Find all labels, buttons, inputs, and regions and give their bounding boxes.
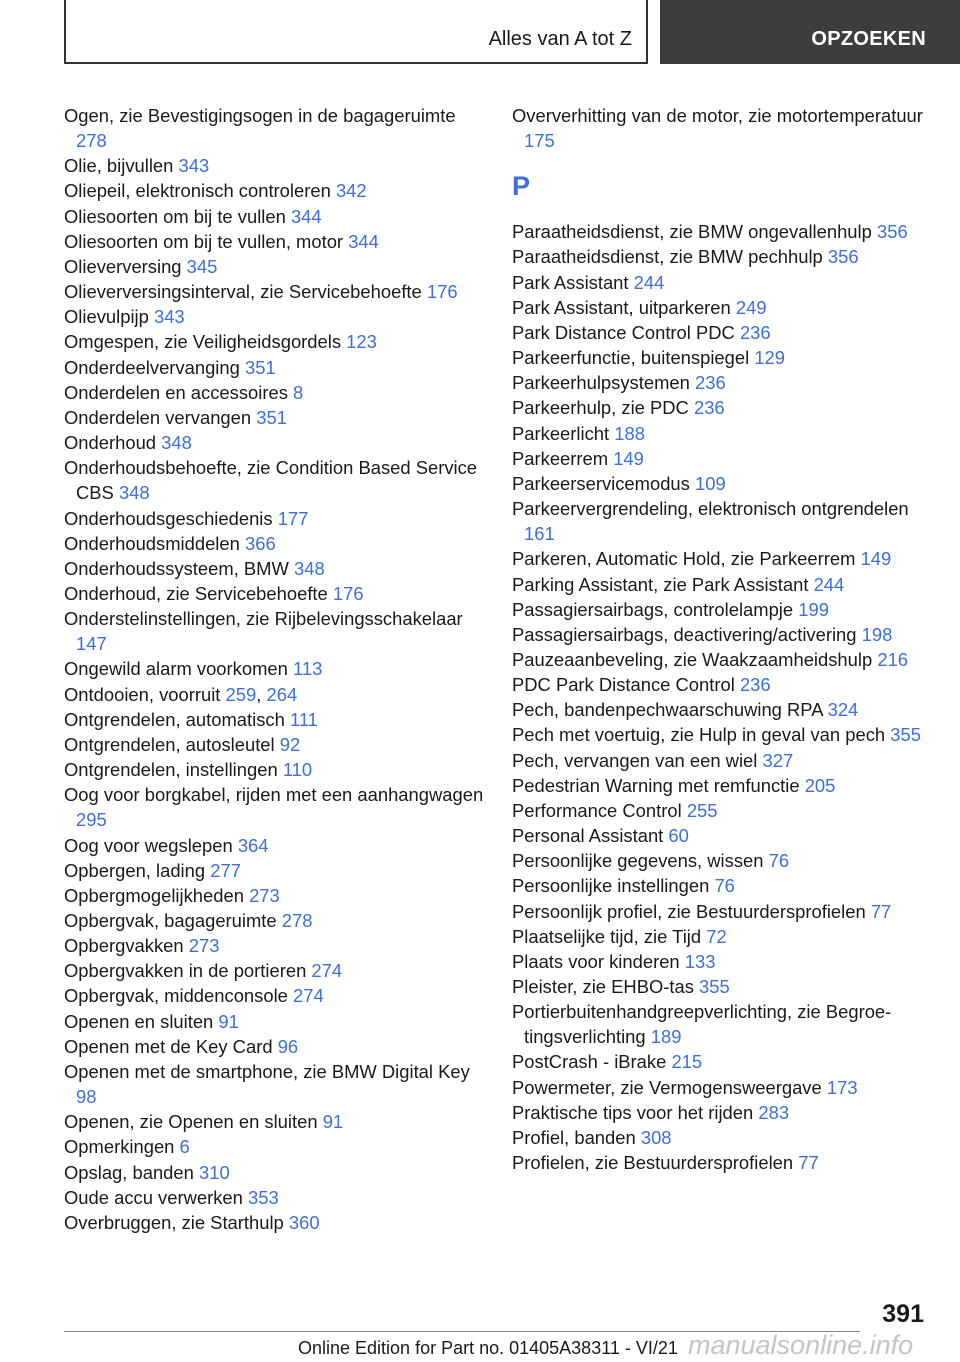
page-reference-link[interactable]: 149 — [860, 548, 892, 570]
index-term: Praktische tips voor het rijden — [512, 1101, 754, 1123]
index-entry — [512, 103, 932, 153]
index-term: Ogen, zie Bevestigingsogen in de bagageruimte — [64, 105, 456, 126]
page-reference-link[interactable]: 345 — [186, 255, 218, 277]
index-term: Pleister, zie EHBO-tas — [512, 976, 694, 997]
index-entry — [64, 933, 484, 958]
index-term: Profielen, zie Bestuurdersprofielen — [512, 1152, 794, 1174]
index-term: Persoonlijke instellingen — [512, 875, 710, 897]
page-reference-link[interactable]: 355 — [699, 976, 730, 997]
index-term: Profiel, banden — [512, 1126, 636, 1148]
index-entry — [512, 1125, 932, 1150]
index-term: Onderdelen en accessoires — [64, 381, 288, 403]
page-reference-link[interactable]: 161 — [524, 523, 555, 545]
index-entry — [64, 153, 484, 178]
index-entry — [512, 270, 932, 295]
page-reference-link[interactable]: 198 — [861, 623, 893, 645]
index-entry — [512, 722, 932, 747]
index-entry — [64, 405, 484, 430]
index-term: Oog voor borgkabel, rijden met een aanhangwagen — [64, 784, 484, 806]
index-term: Parkeervergrendeling, elektronisch ontgrendelen — [512, 498, 909, 520]
index-term: Parking Assistant, zie Park Assistant — [512, 573, 809, 595]
page-reference-link[interactable]: 216 — [877, 648, 909, 670]
index-entry — [64, 455, 484, 505]
page-reference-link[interactable]: 348 — [293, 557, 325, 579]
page-reference-link[interactable]: 98 — [76, 1086, 97, 1108]
index-term: Parkeerrem — [512, 447, 609, 469]
page-reference-link[interactable]: 109 — [694, 472, 726, 494]
index-entry — [64, 329, 484, 354]
index-entry — [512, 647, 932, 672]
index-term: Onderdelen vervangen — [64, 406, 252, 428]
index-term: PostCrash - iBrake — [512, 1051, 667, 1073]
index-entry — [64, 958, 484, 983]
page-reference-link[interactable]: 364 — [237, 834, 269, 856]
index-entry — [64, 757, 484, 782]
index-term: Oog voor wegslepen — [64, 834, 233, 856]
index-term: Paraatheidsdienst, zie BMW pechhulp — [512, 246, 823, 268]
index-term: Olieverversing — [64, 255, 182, 277]
index-term: Pech met voertuig, zie Hulp in geval van pech — [512, 724, 886, 746]
page-reference-link[interactable]: 342 — [335, 180, 367, 202]
index-entry — [512, 873, 932, 898]
page-reference-link[interactable]: 351 — [244, 356, 276, 378]
page-reference-link[interactable]: 278 — [281, 910, 313, 931]
index-entry — [64, 1160, 484, 1185]
index-term: Ontgrendelen, automatisch — [64, 708, 285, 730]
page-reference-link[interactable]: 278 — [76, 130, 107, 152]
index-term: Onderhoudsgeschiedenis — [64, 507, 273, 529]
index-term: Opbergvakken — [64, 935, 184, 957]
index-term: Onderhoudsbehoefte, zie Condition Based Service CBS — [64, 457, 478, 504]
page-reference-link[interactable]: 77 — [870, 900, 892, 922]
index-term: Parkeerfunctie, buitenspiegel — [512, 347, 750, 369]
index-term: PDC Park Distance Control — [512, 674, 735, 696]
index-entry — [512, 421, 932, 446]
index-term: Olie, bijvullen — [64, 155, 174, 177]
index-term: Opbergvak, middenconsole — [64, 985, 288, 1007]
index-entry — [512, 320, 932, 345]
index-entry — [512, 697, 932, 722]
index-entry — [512, 244, 932, 269]
index-entry — [64, 279, 484, 304]
index-term: Parkeerhulp, zie PDC — [512, 397, 689, 419]
index-term: Pedestrian Warning met remfunctie — [512, 774, 800, 796]
page-reference-link[interactable]: 96 — [277, 1035, 299, 1057]
index-term: Oververhitting van de motor, zie motortemperatuur — [512, 105, 923, 126]
page-reference-link[interactable]: 353 — [248, 1186, 279, 1208]
index-term: Olieverversingsinterval, zie Servicebehoefte — [64, 281, 422, 303]
index-entry — [512, 949, 932, 974]
index-term: Oliepeil, elektronisch controleren — [64, 180, 331, 202]
index-entry — [64, 103, 484, 153]
index-entry — [64, 1009, 484, 1034]
index-entry — [64, 1134, 484, 1159]
page-reference-link[interactable]: 8 — [293, 381, 304, 403]
index-entry — [64, 304, 484, 329]
index-entry — [64, 833, 484, 858]
index-term: Oliesoorten om bij te vullen, motor — [64, 230, 344, 252]
index-entry — [512, 999, 932, 1049]
index-entry — [512, 219, 932, 244]
page-reference-link[interactable]: 295 — [76, 809, 107, 831]
index-term: Park Assistant — [512, 271, 629, 293]
index-entry — [64, 506, 484, 531]
index-entry — [64, 178, 484, 203]
page-reference-link[interactable]: 133 — [684, 950, 716, 972]
index-entry — [512, 974, 932, 999]
index-term: Plaats voor kinderen — [512, 950, 680, 972]
index-entry — [64, 355, 484, 380]
search-tab[interactable] — [660, 0, 960, 64]
page-reference-link[interactable]: 175 — [524, 130, 555, 152]
index-letter-heading: P — [512, 171, 531, 202]
page-reference-link[interactable]: 91 — [218, 1010, 239, 1032]
index-entry — [512, 848, 932, 873]
index-term: Omgespen, zie Veiligheidsgordels — [64, 331, 342, 353]
page-reference-link[interactable]: 60 — [668, 825, 689, 847]
index-entry — [512, 748, 932, 773]
index-entry — [64, 531, 484, 556]
page-reference-link[interactable]: 176 — [426, 281, 458, 303]
index-entry — [64, 1210, 484, 1235]
page-reference-link[interactable]: 355 — [890, 724, 921, 746]
page-reference-link[interactable]: 72 — [706, 925, 727, 947]
index-entry — [512, 597, 932, 622]
page-reference-link[interactable]: 356 — [876, 221, 908, 243]
index-entry — [512, 823, 932, 848]
index-column-left — [64, 103, 484, 1235]
page-reference-link[interactable]: 259 — [225, 683, 257, 705]
page-reference-link[interactable]: 348 — [118, 482, 150, 504]
index-term: Pech, vervangen van een wiel — [512, 749, 758, 771]
index-entry — [512, 899, 932, 924]
index-term: Olievulpijp — [64, 306, 149, 328]
page-reference-link[interactable]: 205 — [804, 774, 836, 796]
index-term: Personal Assistant — [512, 825, 664, 847]
index-entry — [512, 1150, 932, 1175]
footer-edition: Online Edition for Part no. 01405A38311 - VI/21 — [298, 1338, 678, 1358]
index-term: Opbergvak, bagageruimte — [64, 910, 277, 931]
page-reference-link[interactable]: 366 — [244, 532, 276, 554]
index-entry — [64, 732, 484, 757]
index-term: Ongewild alarm voorkomen — [64, 658, 288, 680]
index-term: Ontdooien, voorruit — [64, 683, 221, 705]
index-entry — [64, 229, 484, 254]
index-entry — [64, 430, 484, 455]
index-entry — [64, 204, 484, 229]
index-term: Pech, bandenpechwaarschuwing RPA — [512, 699, 823, 721]
page-reference-link[interactable]: 244 — [633, 271, 665, 293]
index-term: Powermeter, zie Vermogensweergave — [512, 1076, 822, 1098]
index-term: Parkeerservicemodus — [512, 472, 690, 494]
page-reference-link[interactable]: 92 — [279, 733, 301, 755]
index-entry — [64, 581, 484, 606]
page-reference-link[interactable]: 356 — [827, 246, 859, 268]
index-entry — [64, 1034, 484, 1059]
index-term: Paraatheidsdienst, zie BMW ongevallenhulp — [512, 221, 872, 243]
index-term: Openen en sluiten — [64, 1010, 214, 1032]
page-reference-link[interactable]: 147 — [76, 633, 107, 655]
index-entry — [512, 546, 932, 571]
page-reference-link[interactable]: 249 — [735, 296, 767, 318]
page-reference-link[interactable]: 308 — [640, 1126, 672, 1148]
page-reference-link[interactable]: 77 — [798, 1152, 819, 1174]
page-reference-link[interactable]: 274 — [311, 960, 343, 982]
page-reference-link[interactable]: 215 — [671, 1051, 703, 1073]
index-term: Onderhoudssysteem, BMW — [64, 557, 289, 579]
page-reference-link[interactable]: 236 — [739, 321, 771, 343]
index-entry — [512, 345, 932, 370]
page-reference-link[interactable]: 274 — [293, 985, 324, 1007]
index-term: Onderdeelvervanging — [64, 356, 240, 378]
index-entry — [64, 707, 484, 732]
index-entry — [512, 471, 932, 496]
index-pre-entries — [512, 103, 932, 153]
index-term: Oliesoorten om bij te vullen — [64, 205, 286, 227]
index-term: Onderhoudsmiddelen — [64, 532, 240, 554]
page-reference-link[interactable]: 110 — [282, 759, 313, 781]
index-term: Parkeren, Automatic Hold, zie Parkeerrem — [512, 548, 856, 570]
index-entry — [64, 380, 484, 405]
page-reference-link[interactable]: 76 — [714, 875, 735, 897]
index-entry — [512, 798, 932, 823]
index-term: Ontgrendelen, autosleutel — [64, 733, 275, 755]
page-reference-link[interactable]: 123 — [346, 331, 377, 353]
index-term: Overbruggen, zie Starthulp — [64, 1211, 284, 1233]
index-term: Plaatselijke tijd, zie Tijd — [512, 925, 702, 947]
index-entry — [64, 1059, 484, 1109]
index-entry — [512, 572, 932, 597]
index-term: Opbergvakken in de portieren — [64, 960, 307, 982]
page-reference-link[interactable]: 344 — [348, 230, 379, 252]
page-reference-link[interactable]: 188 — [614, 422, 645, 444]
page-reference-link[interactable]: 129 — [754, 347, 785, 369]
index-entry — [512, 672, 932, 697]
index-term: Onderhoud — [64, 432, 157, 454]
index-entry — [512, 1100, 932, 1125]
index-entry — [64, 983, 484, 1008]
index-term: Onderstelinstellingen, zie Rijbelevingsschakelaar — [64, 608, 463, 630]
search-tab-label: OPZOEKEN — [811, 28, 926, 50]
page-reference-link[interactable]: 236 — [695, 372, 726, 394]
page-reference-link[interactable]: 113 — [292, 658, 323, 680]
index-term: Persoonlijk profiel, zie Bestuurdersprofielen — [512, 900, 866, 922]
page-reference-link[interactable]: 273 — [188, 935, 220, 957]
index-term: Ontgrendelen, instellingen — [64, 759, 278, 781]
index-term: Persoonlijke gegevens, wissen — [512, 850, 764, 872]
header-frame — [64, 0, 648, 64]
index-term: Parkeerhulpsystemen — [512, 372, 690, 394]
index-entries-p — [512, 219, 932, 1175]
index-term: Openen met de smartphone, zie BMW Digital Key — [64, 1060, 470, 1082]
page-reference-link[interactable]: 324 — [827, 699, 859, 721]
index-entry — [512, 622, 932, 647]
index-entry — [64, 908, 484, 933]
index-term: Openen met de Key Card — [64, 1035, 273, 1057]
index-term: Opmerkingen — [64, 1136, 175, 1158]
page-reference-link[interactable]: 111 — [289, 708, 318, 730]
index-entry — [512, 295, 932, 320]
page-reference-link[interactable]: 344 — [290, 205, 322, 227]
page-reference-link[interactable]: 177 — [277, 507, 309, 529]
page-reference-link[interactable]: 91 — [322, 1111, 344, 1133]
index-term: Opbergen, lading — [64, 859, 206, 881]
index-entry — [64, 1109, 484, 1134]
page-reference-link[interactable]: 244 — [813, 573, 845, 595]
page-reference-link[interactable]: 255 — [686, 799, 718, 821]
page-reference-link[interactable]: 236 — [739, 674, 771, 696]
index-entry — [512, 924, 932, 949]
index-entry — [512, 1075, 932, 1100]
page-reference-link[interactable]: 310 — [198, 1161, 230, 1183]
page-reference-link[interactable]: 173 — [826, 1076, 858, 1098]
index-entry — [64, 606, 484, 656]
index-entry — [64, 883, 484, 908]
index-entry — [512, 446, 932, 471]
index-term: Oude accu verwerken — [64, 1186, 243, 1208]
page-reference-link[interactable]: 199 — [798, 598, 829, 620]
index-term: Opbergmogelijkheden — [64, 884, 244, 906]
page-reference-link[interactable]: 351 — [256, 406, 287, 428]
page-reference-link[interactable]: 360 — [288, 1211, 320, 1233]
index-column-right — [512, 103, 932, 1175]
page-reference-link[interactable]: 76 — [768, 850, 790, 872]
page-reference-link[interactable]: 343 — [153, 306, 185, 328]
index-term: Park Distance Control PDC — [512, 321, 735, 343]
index-term: Opslag, banden — [64, 1161, 194, 1183]
index-entry — [512, 370, 932, 395]
index-term: Park Assistant, uitparkeren — [512, 296, 731, 318]
watermark: manualsonline.info — [688, 1330, 914, 1360]
page-reference-link[interactable]: 348 — [161, 432, 192, 454]
index-term: Parkeerlicht — [512, 422, 610, 444]
page-reference-link[interactable]: 236 — [693, 397, 725, 419]
index-entry — [512, 496, 932, 546]
index-term: Onderhoud, zie Servicebehoefte — [64, 582, 328, 604]
index-term: Passagiersairbags, controlelampje — [512, 598, 794, 620]
index-entry — [64, 858, 484, 883]
index-entry — [512, 395, 932, 420]
index-entry — [512, 1049, 932, 1074]
index-entry — [64, 556, 484, 581]
index-entry — [512, 773, 932, 798]
page-reference-link[interactable]: 6 — [179, 1136, 190, 1158]
page-reference-link[interactable]: 283 — [758, 1101, 790, 1123]
index-term: Performance Control — [512, 799, 682, 821]
index-term: Openen, zie Openen en sluiten — [64, 1111, 318, 1133]
page-reference-link[interactable]: 273 — [249, 884, 280, 906]
page-reference-link[interactable]: 327 — [762, 749, 794, 771]
index-entry — [64, 782, 484, 832]
page-reference-link[interactable]: 189 — [650, 1026, 682, 1048]
index-entry — [64, 254, 484, 279]
page-reference-link[interactable]: 176 — [332, 582, 364, 604]
index-entry — [64, 1185, 484, 1210]
index-term: Passagiersairbags, deactivering/activering — [512, 623, 857, 645]
page-reference-link[interactable]: 343 — [178, 155, 210, 177]
page-reference-link[interactable]: 277 — [210, 859, 241, 881]
index-entry — [64, 656, 484, 681]
index-term: Portierbuitenhandgreepverlichting, zie Begroetingsverlichting — [512, 1001, 892, 1048]
index-term: Pauzeaanbeveling, zie Waakzaamheidshulp — [512, 648, 873, 670]
page-number: 391 — [882, 1300, 924, 1328]
index-entry: Ontdooien, voorruit 259, 264 — [64, 683, 298, 705]
page-reference-link[interactable]: 149 — [613, 447, 644, 469]
section-title: Alles van A tot Z — [488, 28, 632, 50]
page-reference-link[interactable]: 264 — [266, 683, 298, 705]
